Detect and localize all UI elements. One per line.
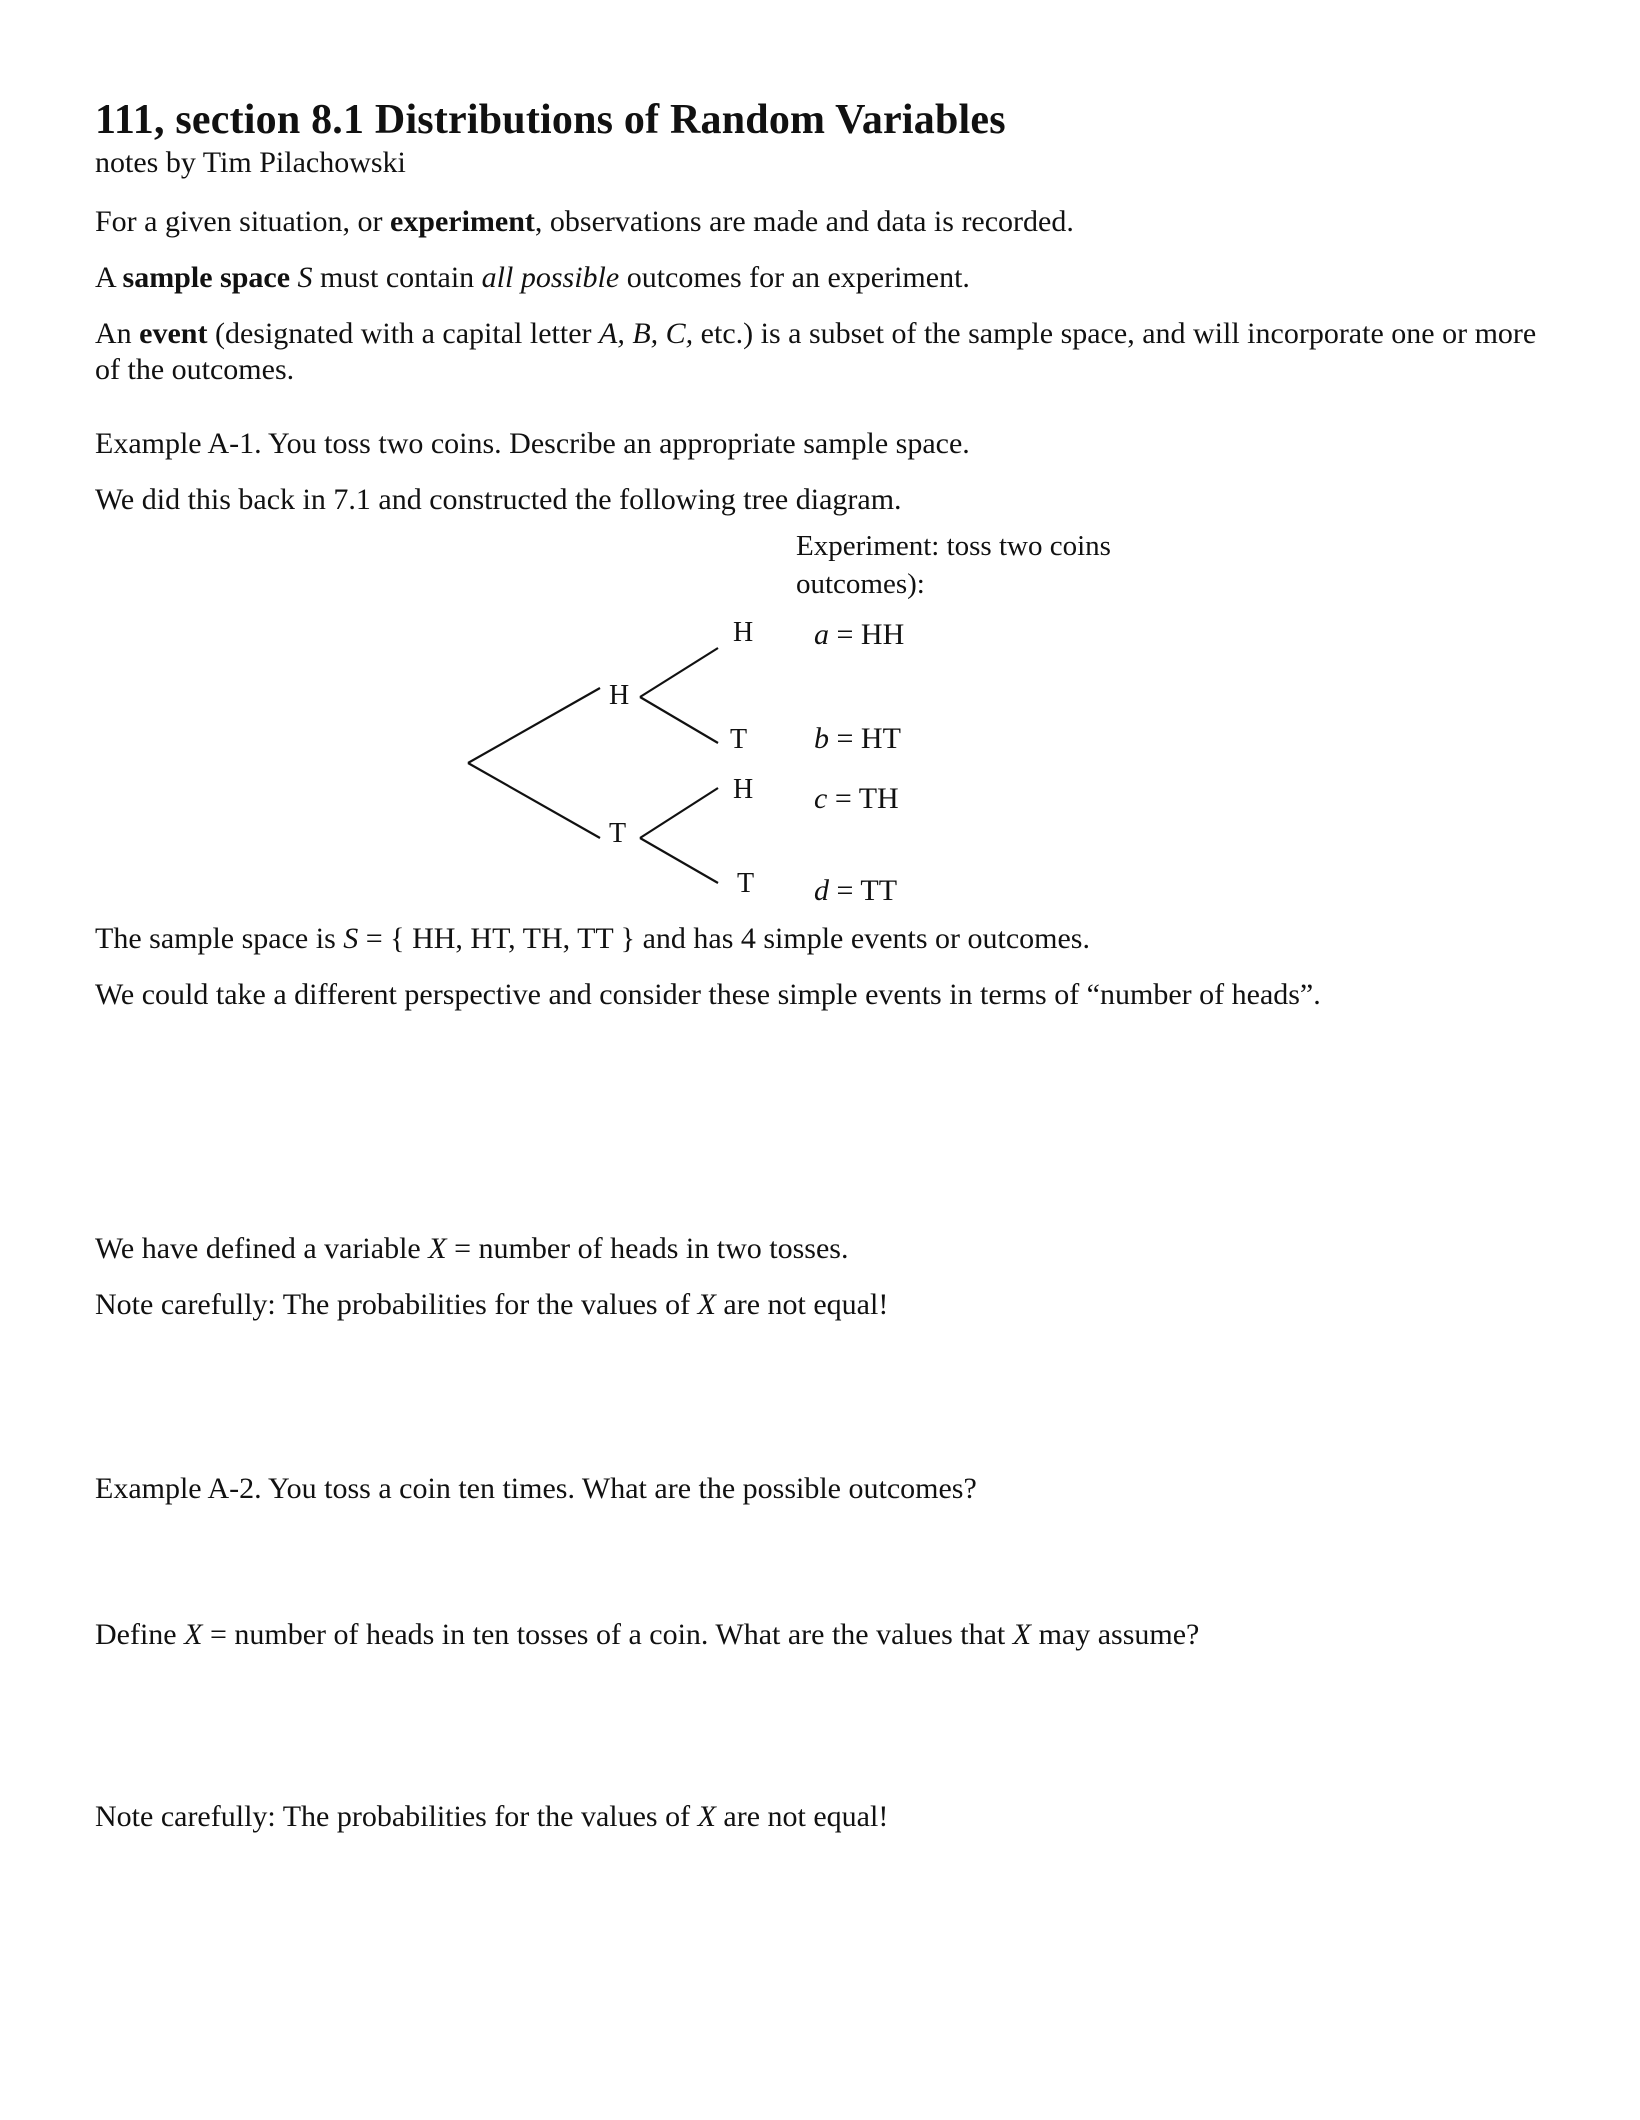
perspective-statement: We could take a different perspective and consider these simple events in terms of “number of heads”. bbox=[95, 978, 1321, 1011]
event-definition: An event (designated with a capital letter A, B, C, etc.) is a subset of the sample space, and will incorporate one or more of the outcomes. bbox=[95, 317, 1537, 386]
sample-space-statement: The sample space is S = { HH, HT, TH, TT } and has 4 simple events or outcomes. bbox=[95, 922, 1090, 955]
outcome-b: b = HT bbox=[814, 722, 901, 755]
branch-t-h bbox=[640, 788, 718, 838]
all-possible-emphasis: all possible bbox=[481, 261, 620, 294]
node-second-tt: T bbox=[737, 868, 755, 899]
note-unequal-probabilities-1: Note carefully: The probabilities for the values of X are not equal! bbox=[95, 1288, 889, 1321]
branch-t-t bbox=[640, 838, 718, 883]
sample-space-term: sample space bbox=[122, 261, 291, 294]
outcome-a: a = HH bbox=[814, 618, 905, 651]
variable-definition: We have defined a variable X = number of heads in two tosses. bbox=[95, 1232, 849, 1265]
node-second-hh: H bbox=[733, 617, 754, 648]
node-first-t: T bbox=[609, 818, 627, 849]
branch-root-t bbox=[468, 763, 600, 838]
diagram-label-experiment: Experiment: toss two coins bbox=[796, 530, 1111, 562]
event-term: event bbox=[139, 317, 208, 350]
sample-space-definition: A sample space S must contain all possible outcomes for an experiment. bbox=[95, 261, 970, 294]
page-title: 111, section 8.1 Distributions of Random Variables bbox=[95, 97, 1006, 143]
node-second-th: H bbox=[733, 774, 754, 805]
branch-h-t bbox=[640, 697, 718, 743]
tree-diagram-intro: We did this back in 7.1 and constructed the following tree diagram. bbox=[95, 483, 902, 516]
node-first-h: H bbox=[609, 680, 630, 711]
experiment-term: experiment bbox=[389, 205, 535, 238]
diagram-label-outcomes: outcomes): bbox=[796, 568, 925, 600]
branch-root-h bbox=[468, 688, 600, 763]
example-a2-prompt: Example A-2. You toss a coin ten times. What are the possible outcomes? bbox=[95, 1472, 977, 1505]
node-second-ht: T bbox=[730, 724, 748, 755]
outcome-c: c = TH bbox=[814, 782, 899, 815]
example-a1-prompt: Example A-1. You toss two coins. Describe an appropriate sample space. bbox=[95, 427, 970, 460]
author-line: notes by Tim Pilachowski bbox=[95, 146, 406, 179]
outcome-d: d = TT bbox=[814, 874, 898, 907]
branch-h-h bbox=[640, 648, 718, 697]
define-x-question: Define X = number of heads in ten tosses of a coin. What are the values that X may assume? bbox=[95, 1618, 1200, 1651]
experiment-definition: For a given situation, or experiment, observations are made and data is recorded. bbox=[95, 205, 1074, 238]
note-unequal-probabilities-2: Note carefully: The probabilities for the values of X are not equal! bbox=[95, 1800, 889, 1833]
